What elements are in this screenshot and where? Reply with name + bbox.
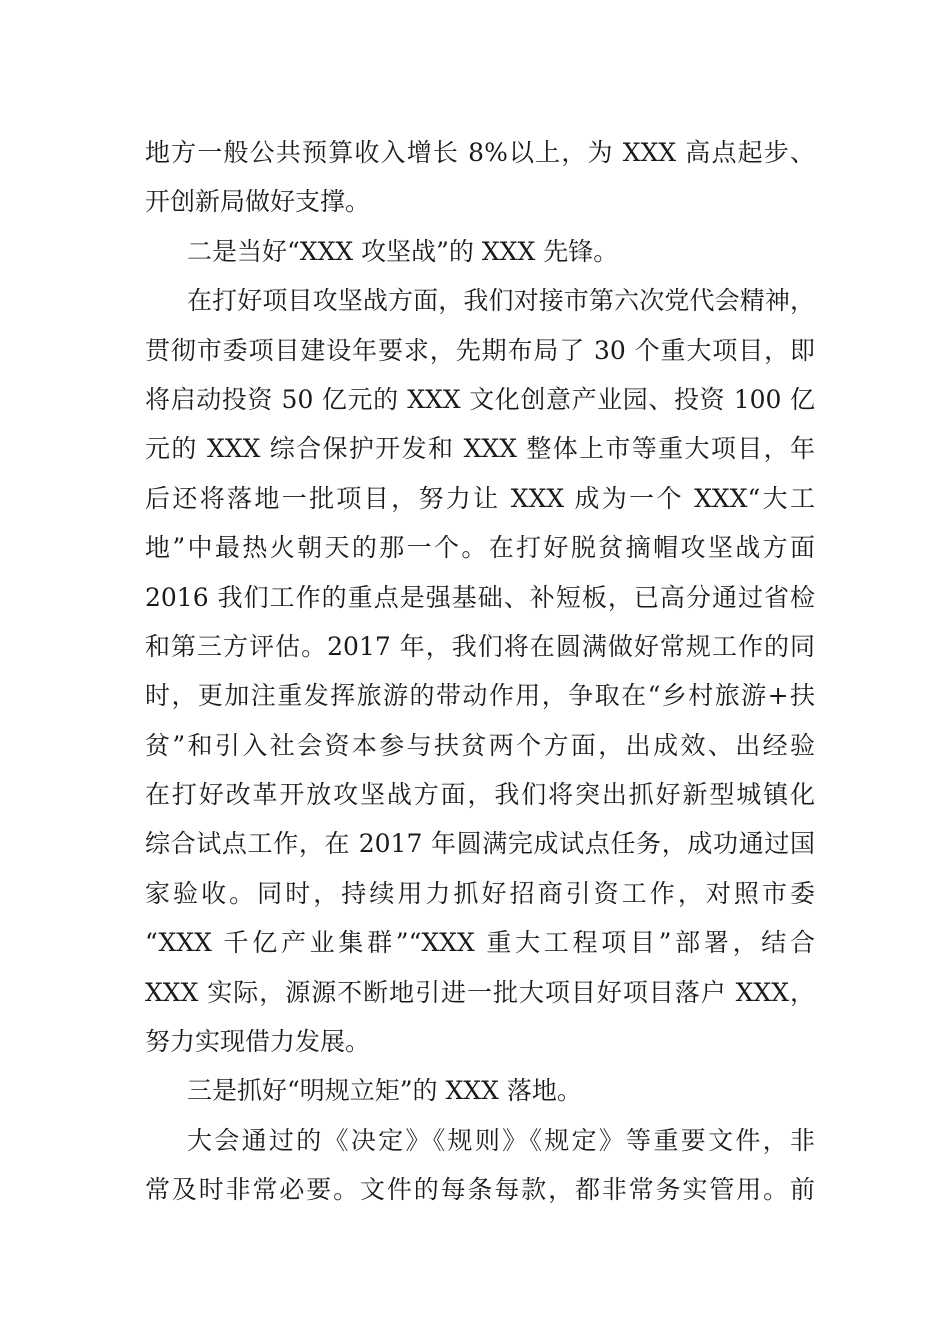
text-line: 后还将落地一批项目，努力让 XXX 成为一个 XXX“大工	[145, 483, 815, 513]
text-line: 元的 XXX 综合保护开发和 XXX 整体上市等重大项目，年	[145, 434, 815, 464]
text-line: 常及时非常必要。文件的每条每款，都非常务实管用。前	[145, 1175, 815, 1205]
text-line: 将启动投资 50 亿元的 XXX 文化创意产业园、投资 100 亿	[145, 384, 815, 414]
text-line: 大会通过的《决定》《规则》《规定》等重要文件，非	[187, 1125, 815, 1155]
section-heading: 二是当好“XXX 攻坚战”的 XXX 先锋。	[187, 236, 619, 266]
text-line: “XXX 千亿产业集群”“XXX 重大工程项目”部署，结合	[145, 928, 815, 958]
text-line: 时，更加注重发挥旅游的带动作用，争取在“乡村旅游+扶	[145, 681, 815, 711]
text-line: 在打好改革开放攻坚战方面，我们将突出抓好新型城镇化	[145, 780, 815, 810]
text-line: 在打好项目攻坚战方面，我们对接市第六次党代会精神，	[187, 286, 815, 316]
document-body	[145, 128, 815, 1215]
text-line: 地方一般公共预算收入增长 8%以上，为 XXX 高点起步、	[145, 138, 815, 167]
text-line: 开创新局做好支撑。	[145, 187, 371, 217]
text-line: 家验收。同时，持续用力抓好招商引资工作，对照市委	[145, 878, 815, 908]
text-line: 2016 我们工作的重点是强基础、补短板，已高分通过省检	[145, 582, 815, 612]
text-line: 努力实现借力发展。	[145, 1027, 371, 1057]
section-heading: 三是抓好“明规立矩”的 XXX 落地。	[187, 1076, 582, 1106]
text-line: 贯彻市委项目建设年要求，先期布局了 30 个重大项目，即	[145, 335, 815, 365]
text-line: 地”中最热火朝天的那一个。在打好脱贫摘帽攻坚战方面	[145, 533, 815, 563]
text-line: 和第三方评估。2017 年，我们将在圆满做好常规工作的同	[145, 631, 815, 661]
text-line: 贫”和引入社会资本参与扶贫两个方面，出成效、出经验	[145, 730, 815, 760]
text-line: 综合试点工作，在 2017 年圆满完成试点任务，成功通过国	[145, 829, 815, 859]
text-line: XXX 实际，源源不断地引进一批大项目好项目落户 XXX，	[145, 977, 815, 1007]
